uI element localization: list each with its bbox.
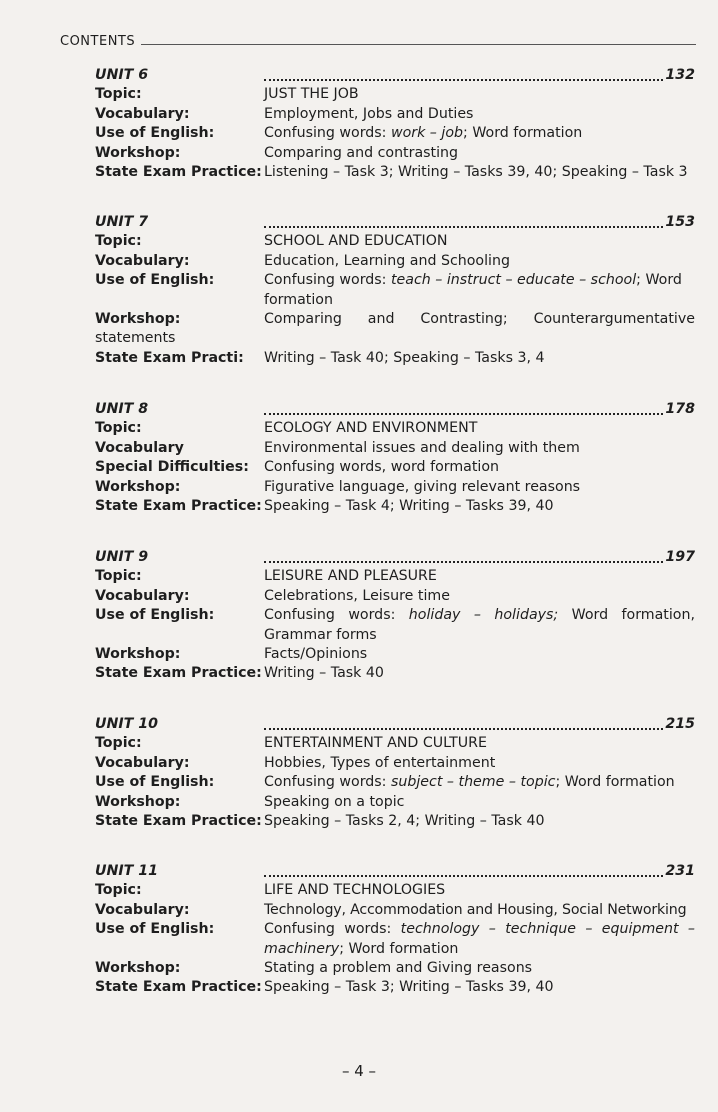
- unit-heading: [95, 715, 695, 734]
- unit-page-number: 178: [665, 401, 695, 417]
- row-value: Speaking – Task 3; Writing – Tasks 39, 40: [264, 979, 554, 996]
- row-value: Confusing words: holiday – holidays; Word formation, Grammar forms: [264, 607, 695, 643]
- header-rule: [141, 44, 696, 45]
- row-value: Facts/Opinions: [264, 646, 368, 663]
- row-value: Confusing words: teach – instruct – educate – school; Word formation: [264, 272, 682, 308]
- row-value: Speaking – Task 4; Writing – Tasks 39, 40: [264, 498, 554, 515]
- unit-row-vocabulary: [95, 105, 695, 124]
- row-label: Vocabulary:: [95, 754, 190, 771]
- unit-row-exam-practice: [95, 812, 695, 831]
- row-label: Use of English:: [95, 125, 215, 142]
- row-label: Topic:: [95, 233, 142, 250]
- unit-row-use-of-english: [95, 920, 695, 959]
- unit-row-exam-practice: [95, 664, 695, 683]
- leader-dots: [264, 79, 663, 81]
- row-label: Vocabulary:: [95, 901, 190, 918]
- row-value: LIFE AND TECHNOLOGIES: [264, 882, 446, 899]
- leader-dots: [264, 728, 663, 730]
- contents-header: [60, 34, 696, 49]
- row-label: Workshop:: [95, 793, 181, 810]
- row-value: Stating a problem and Giving reasons: [264, 960, 533, 977]
- unit-page-number: 231: [665, 863, 695, 879]
- unit-page-number: 153: [665, 214, 695, 230]
- unit-page-number: 132: [665, 67, 695, 83]
- unit-11-section: [95, 862, 695, 998]
- unit-name: UNIT 6: [95, 67, 149, 83]
- row-value-continuation: statements: [95, 330, 176, 347]
- row-value: Technology, Accommodation and Housing, Social Networking: [264, 901, 687, 918]
- unit-row-vocabulary: [95, 252, 695, 271]
- unit-10-section: [95, 715, 695, 831]
- unit-row-workshop: [95, 478, 695, 497]
- row-value: JUST THE JOB: [264, 86, 359, 103]
- unit-heading: [95, 548, 695, 567]
- unit-row-vocabulary: [95, 901, 695, 920]
- leader-dots: [264, 561, 663, 563]
- unit-row-topic: [95, 85, 695, 104]
- unit-row-workshop: [95, 645, 695, 664]
- row-label: Topic:: [95, 420, 142, 437]
- unit-row-use-of-english: [95, 124, 695, 143]
- unit-row-topic: [95, 734, 695, 753]
- row-label: Workshop:: [95, 960, 181, 977]
- row-label: Vocabulary:: [95, 587, 190, 604]
- unit-row-topic: [95, 419, 695, 438]
- row-label: State Exam Practi:: [95, 349, 244, 366]
- row-value: Celebrations, Leisure time: [264, 587, 450, 604]
- unit-row-topic: [95, 881, 695, 900]
- unit-row-workshop: [95, 310, 695, 329]
- row-value: ENTERTAINMENT AND CULTURE: [264, 735, 487, 752]
- row-value: LEISURE AND PLEASURE: [264, 568, 437, 585]
- row-label: Workshop:: [95, 646, 181, 663]
- row-label: Vocabulary:: [95, 105, 190, 122]
- row-label: Topic:: [95, 86, 142, 103]
- row-value: Comparing and contrasting: [264, 144, 459, 161]
- unit-9-section: [95, 548, 695, 684]
- row-value: Confusing words: subject – theme – topic; Word formation: [264, 774, 675, 791]
- row-value: Employment, Jobs and Duties: [264, 105, 474, 122]
- row-value: Listening – Task 3; Writing – Tasks 39, 40; Speaking – Task 3: [264, 164, 688, 181]
- row-value: Writing – Task 40: [264, 665, 384, 682]
- unit-row-workshop: [95, 959, 695, 978]
- unit-row-exam-practice: [95, 349, 695, 368]
- row-label: Use of English:: [95, 921, 215, 938]
- row-label: Workshop:: [95, 311, 181, 328]
- row-label: Special Difficulties:: [95, 459, 249, 476]
- unit-row-topic: [95, 232, 695, 251]
- row-label: State Exam Practice:: [95, 813, 262, 830]
- row-value: ECOLOGY AND ENVIRONMENT: [264, 420, 478, 437]
- unit-row-use-of-english: [95, 606, 695, 645]
- unit-row-workshop: [95, 144, 695, 163]
- row-value: Confusing words: technology – technique – equipment – machinery; Word formation: [264, 921, 695, 957]
- unit-name: UNIT 9: [95, 549, 149, 565]
- unit-name: UNIT 10: [95, 716, 159, 732]
- unit-8-section: [95, 400, 695, 516]
- row-value: Speaking on a topic: [264, 793, 405, 810]
- unit-7-section: [95, 213, 695, 368]
- unit-row-vocabulary: [95, 439, 695, 458]
- row-value: SCHOOL AND EDUCATION: [264, 233, 448, 250]
- row-value: Environmental issues and dealing with them: [264, 439, 580, 456]
- row-label: Workshop:: [95, 478, 181, 495]
- unit-row-use-of-english: [95, 773, 695, 792]
- row-value: Figurative language, giving relevant reasons: [264, 478, 581, 495]
- unit-row-use-of-english: [95, 271, 695, 310]
- leader-dots: [264, 875, 663, 877]
- leader-dots: [264, 226, 663, 228]
- page-number: – 4 –: [341, 1062, 377, 1080]
- row-value: Hobbies, Types of entertainment: [264, 754, 496, 771]
- row-label: Use of English:: [95, 607, 215, 624]
- unit-row-vocabulary: [95, 754, 695, 773]
- unit-heading: [95, 213, 695, 232]
- row-label: Vocabulary:: [95, 252, 190, 269]
- unit-page-number: 197: [665, 549, 695, 565]
- leader-dots: [264, 413, 663, 415]
- row-label: Topic:: [95, 568, 142, 585]
- row-label: Vocabulary: [95, 439, 184, 456]
- unit-name: UNIT 8: [95, 401, 149, 417]
- unit-heading: [95, 862, 695, 881]
- unit-name: UNIT 11: [95, 863, 159, 879]
- unit-row-exam-practice: [95, 497, 695, 516]
- unit-row-workshop-continuation: [95, 329, 695, 348]
- unit-heading: [95, 66, 695, 85]
- row-label: Use of English:: [95, 272, 215, 289]
- row-value: Confusing words, word formation: [264, 459, 500, 476]
- unit-name: UNIT 7: [95, 214, 149, 230]
- row-value: Confusing words: work – job; Word formation: [264, 125, 583, 142]
- unit-row-special-difficulties: [95, 458, 695, 477]
- row-label: State Exam Practice:: [95, 164, 262, 181]
- row-value: Speaking – Tasks 2, 4; Writing – Task 40: [264, 813, 545, 830]
- unit-heading: [95, 400, 695, 419]
- row-value: Writing – Task 40; Speaking – Tasks 3, 4: [264, 349, 545, 366]
- row-label: State Exam Practice:: [95, 498, 262, 515]
- unit-row-topic: [95, 567, 695, 586]
- row-value: Education, Learning and Schooling: [264, 252, 510, 269]
- row-label: State Exam Practice:: [95, 979, 262, 996]
- row-label: Topic:: [95, 735, 142, 752]
- unit-row-workshop: [95, 793, 695, 812]
- contents-title: CONTENTS: [60, 34, 136, 49]
- unit-6-section: [95, 66, 695, 182]
- unit-row-vocabulary: [95, 587, 695, 606]
- unit-page-number: 215: [665, 716, 695, 732]
- row-label: Use of English:: [95, 774, 215, 791]
- row-value: Comparing and Contrasting; Counterargumentative: [264, 311, 695, 328]
- row-label: State Exam Practice:: [95, 665, 262, 682]
- row-label: Topic:: [95, 882, 142, 899]
- unit-row-exam-practice: [95, 978, 695, 997]
- unit-row-exam-practice: [95, 163, 695, 182]
- row-label: Workshop:: [95, 144, 181, 161]
